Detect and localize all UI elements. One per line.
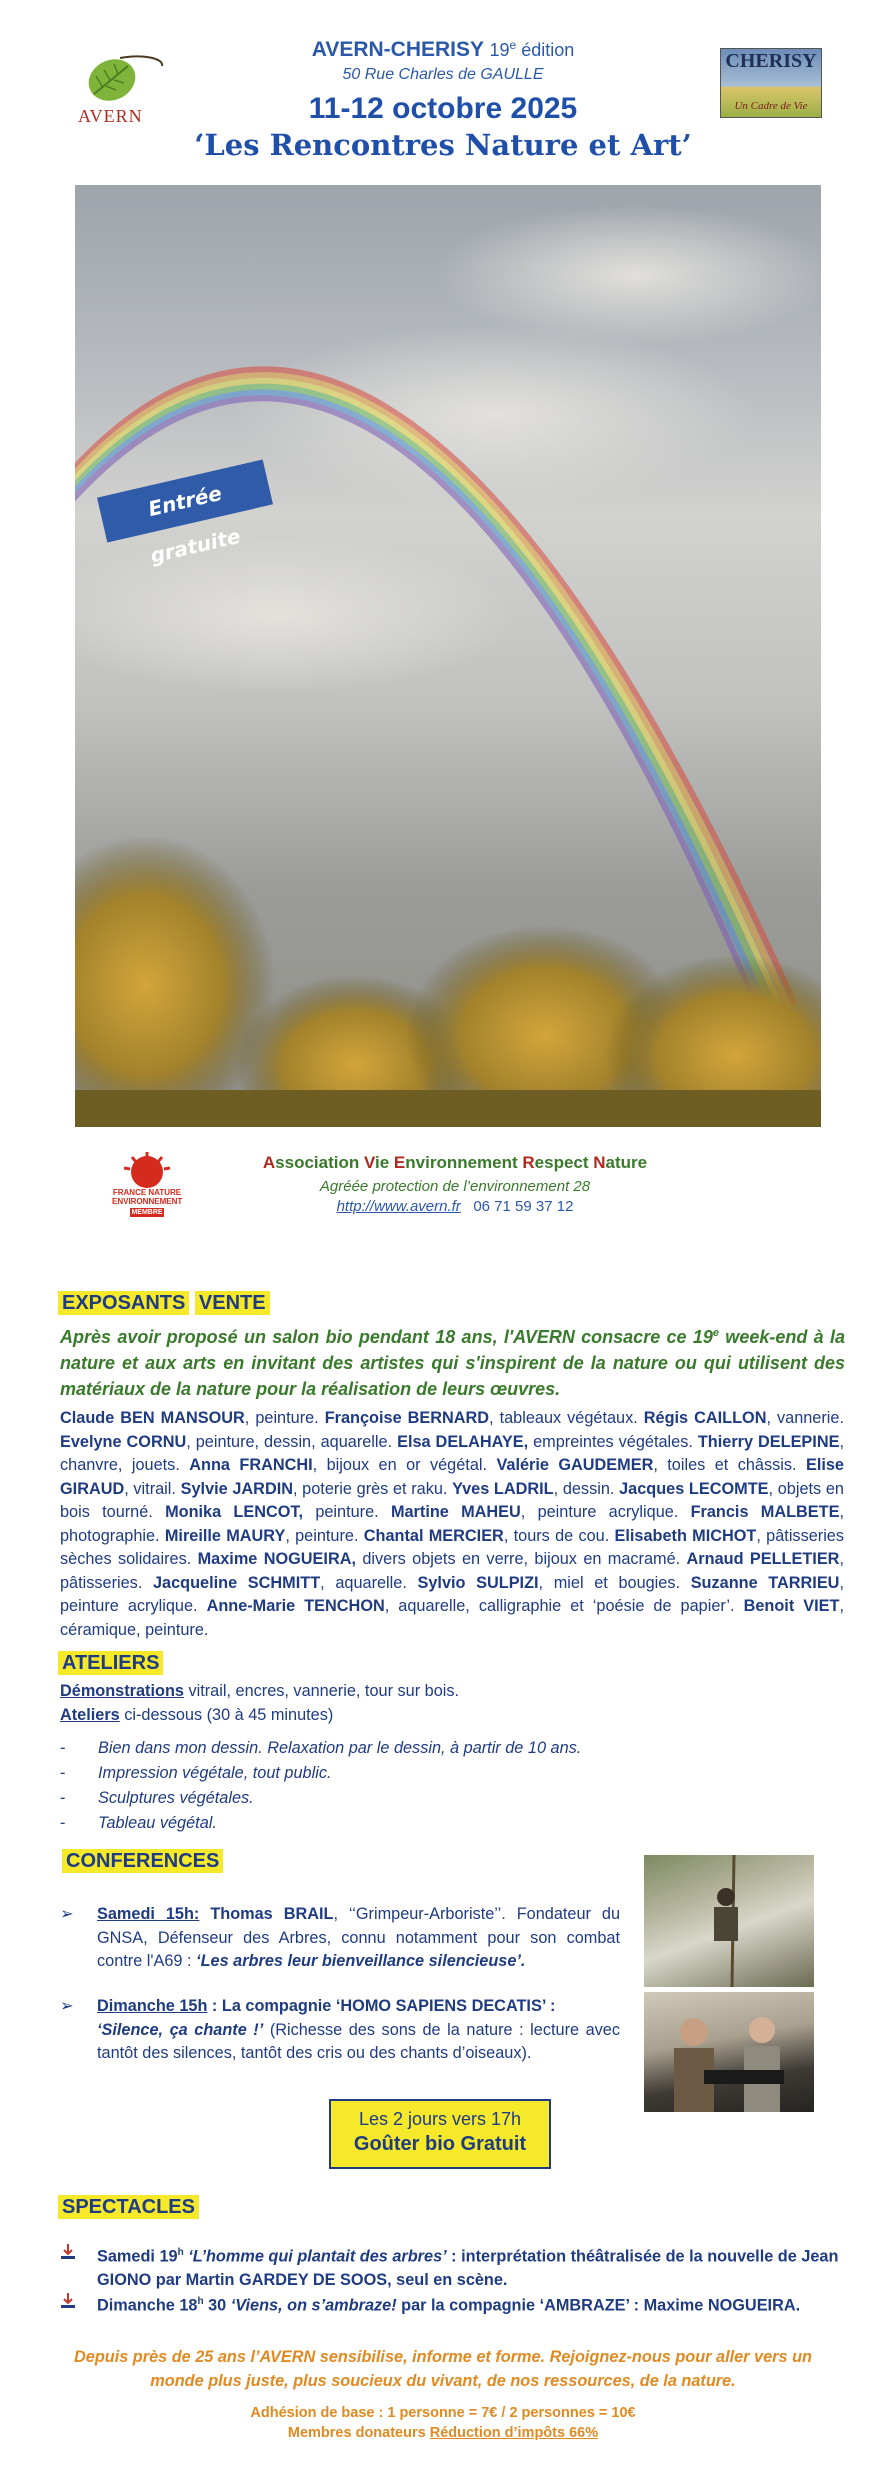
edition-sup: e (509, 38, 517, 52)
edition-word: édition (521, 40, 575, 60)
exhibitor-desc: , peinture. (285, 1526, 364, 1545)
free-entry-badge: Entrée gratuite (97, 459, 273, 542)
exhibitor-desc: , tableaux végétaux. (489, 1409, 644, 1427)
conferences-title: CONFERENCES (62, 1850, 223, 1873)
gouter-time: Les 2 jours vers 17h (358, 2109, 522, 2129)
exhibitor-name: Sylvio SULPIZI (417, 1573, 539, 1592)
exhibitor-name: Mireille MAURY (164, 1526, 286, 1545)
association-name (230, 1153, 680, 1173)
exhibitor-name: Jacqueline SCHMITT (153, 1573, 321, 1592)
exhibitor-desc: , peinture acrylique. (60, 1573, 844, 1615)
assoc-name-a: Association (262, 1153, 364, 1172)
conference-item: ➢ Dimanche 15h : La compagnie ‘HOMO SAPIENS DECATIS’ : ‘Silence, ça chante !’ (Richesse des sons de la nature : lecture avec tantôt des silences, tantôt des cris ou des chants d’oiseaux). (60, 1997, 620, 2062)
phone-number: 06 71 59 37 12 (473, 1198, 574, 1215)
event-organizer: AVERN-CHERISY (311, 38, 484, 61)
assoc-name-r: Respect (522, 1153, 594, 1172)
exhibitor-desc: divers objets en verre, bijoux en macramé. (355, 1550, 687, 1568)
exhibitor-desc: , bijoux en or végétal. (312, 1456, 497, 1474)
exhibitor-name: Jacques LECOMTE (619, 1479, 769, 1498)
exhibitor-name: Régis CAILLON (643, 1409, 767, 1427)
exhibitor-name: Elise GIRAUD (60, 1456, 844, 1498)
tax-reduction: Réduction d’impôts 66% (429, 2425, 599, 2441)
exhibitor-desc: , aquarelle. (320, 1573, 418, 1592)
exhibitor-name: Valérie GAUDEMER (496, 1456, 654, 1474)
exposants-title-b: VENTE (195, 1291, 270, 1315)
exhibitor-name: Monika LENCOT, (165, 1503, 304, 1521)
exhibitor-desc: , tours de cou. (503, 1526, 615, 1545)
conference-item: ➢ Samedi 15h: Thomas BRAIL, ‘‘Grimpeur-Arboriste’’. Fondateur du GNSA, Défenseur des Arbres, connu notamment pour son combat contre l'A69 : ‘Les arbres leur bienveillance silencieuse’. (60, 1905, 621, 1970)
event-dates: 11-12 octobre 2025 (308, 92, 578, 125)
exhibitor-name: Chantal MERCIER (363, 1526, 504, 1545)
exhibitor-name: Benoit VIET (743, 1597, 840, 1615)
cherisy-logo-subtitle: Un Cadre de Vie (734, 100, 808, 112)
assoc-name-v: Vie (363, 1153, 394, 1172)
exhibitor-desc: , objets en bois tourné. (60, 1479, 844, 1521)
exhibitor-name: Martine MAHEU (390, 1503, 521, 1521)
spectacle-item: Samedi 19$^h$ ‘L’homme qui plantait des arbres’ : interprétation théâtralisée de la nouvelle de Jean GIONO par Martin GARDEY DE SOOS, seul en scène. (60, 2241, 850, 2292)
exhibitor-name: Yves LADRIL (452, 1479, 554, 1498)
ateliers-title: ATELIERS (58, 1652, 163, 1675)
exposants-intro: Après avoir proposé un salon bio pendant 18 ans, l'AVERN consacre ce 19e week-end à la nature et aux arts en invitant des artistes qui s'inspirent de la nature ou qui utilisent des matériaux de la nature pour la réalisation de leurs œuvres. (60, 1327, 845, 1399)
spectacle-item: Dimanche 18$^h$ 30 ‘Viens, on s’ambraze! par la compagnie ‘AMBRAZE’ : Maxime NOGUEIRA. (60, 2290, 850, 2318)
exhibitor-desc: , poterie grès et raku. (292, 1479, 453, 1498)
exhibitor-desc: empreintes végétales. (528, 1432, 698, 1451)
exposants-title-a: EXPOSANTS (58, 1291, 189, 1315)
exhibitor-name: Arnaud PELLETIER (686, 1550, 840, 1568)
list-item: - Sculptures végétales. (60, 1786, 760, 1811)
exhibitor-name: Claude BEN MANSOUR (60, 1409, 245, 1427)
download-bullet-icon (60, 2292, 76, 2310)
arrow-bullet-icon: ➢ (60, 1905, 74, 1923)
exhibitor-desc: , peinture. (244, 1409, 325, 1427)
ateliers-line: Ateliers ci-dessous (30 à 45 minutes) (60, 1706, 334, 1724)
exhibitor-name: Anna FRANCHI (189, 1456, 313, 1474)
membership-fee: Adhésion de base : 1 personne = 7€ / 2 personnes = 10€ (250, 2405, 636, 2421)
exhibitor-name: Sylvie JARDIN (180, 1479, 293, 1498)
event-address: 50 Rue Charles de GAULLE (342, 66, 544, 83)
exhibitor-name: Françoise BERNARD (324, 1409, 490, 1427)
website-link[interactable]: http://www.avern.fr (336, 1198, 461, 1215)
exhibitor-name: Thierry DELEPINE (697, 1432, 840, 1451)
assoc-name-n: Nature (593, 1153, 648, 1172)
donor-line: Membres donateurs Réduction d’impôts 66% (287, 2425, 599, 2441)
fne-logo-sub: MEMBRE (131, 1209, 163, 1216)
fne-logo-text: FRANCE NATURE ENVIRONNEMENT (112, 1188, 183, 1206)
event-name: ‘Les Rencontres Nature et Art’ (194, 128, 692, 162)
spectacles-title: SPECTACLES (58, 2196, 199, 2219)
association-subtitle: Agréée protection de l’environnement 28 (319, 1178, 591, 1195)
gouter-box (329, 2099, 551, 2169)
exhibitor-desc: , aquarelle, calligraphie et ‘poésie de papier’. (384, 1597, 744, 1615)
exhibitor-desc: , toiles et châssis. (653, 1456, 806, 1474)
demonstrations-line: Démonstrations vitrail, encres, vannerie, tour sur bois. (60, 1682, 460, 1700)
event-title-line (150, 38, 736, 62)
assoc-name-e: Environnement (393, 1153, 523, 1172)
association-contact (230, 1198, 680, 1215)
exhibitor-desc: , vitrail. (124, 1479, 181, 1498)
avern-logo-text: AVERN (78, 106, 143, 126)
exhibitor-name: Anne-Marie TENCHON (206, 1597, 385, 1615)
list-item: - Impression végétale, tout public. (60, 1761, 760, 1786)
arborist-photo (644, 1855, 814, 1987)
fne-logo (112, 1150, 182, 1216)
exhibitor-name: Elsa DELAHAYE, (397, 1432, 529, 1451)
exhibitor-name: Evelyne CORNU (60, 1432, 187, 1451)
exhibitor-desc: , céramique, peinture. (60, 1597, 844, 1639)
ateliers-label: Ateliers (60, 1706, 120, 1724)
exhibitor-name: Maxime NOGUEIRA, (197, 1550, 356, 1568)
exhibitor-desc: , miel et bougies. (538, 1573, 691, 1592)
exhibitor-desc: , dessin. (553, 1479, 620, 1498)
exhibitor-desc: , peinture, dessin, aquarelle. (186, 1432, 398, 1451)
exhibitor-name: Suzanne TARRIEU (690, 1573, 840, 1592)
gouter-label: Goûter bio Gratuit (353, 2133, 527, 2155)
list-item: - Tableau végétal. (60, 1811, 760, 1836)
list-item: - Bien dans mon dessin. Relaxation par le dessin, à partir de 10 ans. (60, 1736, 760, 1761)
exhibitor-name: Francis MALBETE (690, 1503, 840, 1521)
edition-number: 19 (489, 40, 510, 60)
demonstrations-label: Démonstrations (60, 1682, 184, 1700)
singers-photo (644, 1992, 814, 2112)
exposants-title (58, 1292, 270, 1315)
exhibitor-desc: , chanvre, jouets. (60, 1432, 844, 1474)
exhibitor-desc: peinture. (303, 1503, 391, 1521)
ateliers-list (60, 1736, 760, 1836)
exhibitor-desc: , pâtisseries sèches solidaires. (60, 1526, 845, 1568)
rainbow-photo (75, 185, 821, 1127)
download-bullet-icon (60, 2243, 76, 2261)
exhibitor-desc: , photographie. (60, 1503, 844, 1545)
footer-message: Depuis près de 25 ans l’AVERN sensibilise, informe et forme. Rejoignez-nous pour aller vers un monde plus juste, plus soucieux du vivant, de nos ressources, de la nature. (74, 2348, 812, 2390)
exhibitor-name: Elisabeth MICHOT (614, 1526, 757, 1545)
exhibitor-desc: , peinture acrylique. (520, 1503, 691, 1521)
exhibitor-desc: , vannerie. (766, 1409, 844, 1427)
exposants-list (60, 1407, 844, 1642)
cherisy-logo-title: CHERISY (725, 50, 817, 72)
arrow-bullet-icon: ➢ (60, 1997, 74, 2015)
exhibitor-desc: , pâtisseries. (60, 1550, 844, 1592)
